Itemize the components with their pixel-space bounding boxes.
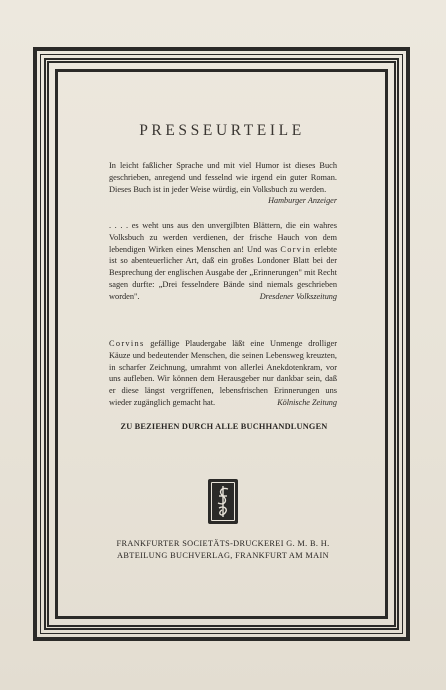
author-name: Corvins: [109, 339, 145, 348]
author-name: Corvin: [280, 244, 312, 254]
review-dresden: [109, 220, 337, 302]
review-koeln: [109, 338, 337, 409]
review-text: In leicht faßlicher Sprache und mit viel Humor ist dieses Buch geschrieben, anregend und fesselnd wie irgend ein guter Roman. Dieses Buch ist in jeder Weise würdig, ein Volksbuch zu werden.: [109, 161, 337, 194]
publisher-imprint: [103, 538, 343, 562]
review-source: Dresdener Volkszeitung: [259, 291, 337, 301]
review-text-part: gefällige Plaudergabe läßt eine Unmenge drolliger Käuze und bedeutender Menschen, die seinen Lebensweg kreuzten, in scharfer Zeichnung, umrahmt von allerlei Anekdotenkram, vor uns aufleben. Wir können dem Herausgeber nur dankbar sein, daß er diese längst vergriffenen, lebensfrischen Erinnerungen uns wieder zugänglich gemacht hat.: [109, 339, 337, 407]
review-source: Kölnische Zeitung: [277, 397, 337, 407]
review-text-part: erlebte ist so abenteuerlicher Art, daß ein großes Londoner Blatt bei der Besprechung der englischen Ausgabe der „Erinnerungen" mit Recht sagen durfte: „Drei fesselndere Bände sind niemals geschrieben worden".: [109, 244, 337, 301]
review-text: [109, 220, 337, 302]
publisher-division: ABTEILUNG BUCHVERLAG, FRANKFURT AM MAIN: [117, 550, 329, 560]
review-text-part: . . . . es weht uns aus den unvergilbten Blättern, die ein wahres Volksbuch zu werden verdienen, der frische Hauch von dem lebendigen Wirken eines Menschen an! Und was: [109, 221, 337, 254]
publisher-name: FRANKFURTER SOCIETÄTS-DRUCKEREI G. M. B. H.: [116, 539, 330, 548]
monogram-glyph: [208, 479, 238, 524]
review-source: Hamburger Anzeiger: [268, 196, 337, 206]
publisher-monogram-icon: [208, 479, 238, 524]
review-text: [109, 338, 337, 409]
order-note: ZU BEZIEHEN DURCH ALLE BUCHHANDLUNGEN: [120, 422, 328, 431]
review-hamburger: [109, 160, 337, 207]
page-title: PRESSEURTEILE: [139, 122, 305, 139]
